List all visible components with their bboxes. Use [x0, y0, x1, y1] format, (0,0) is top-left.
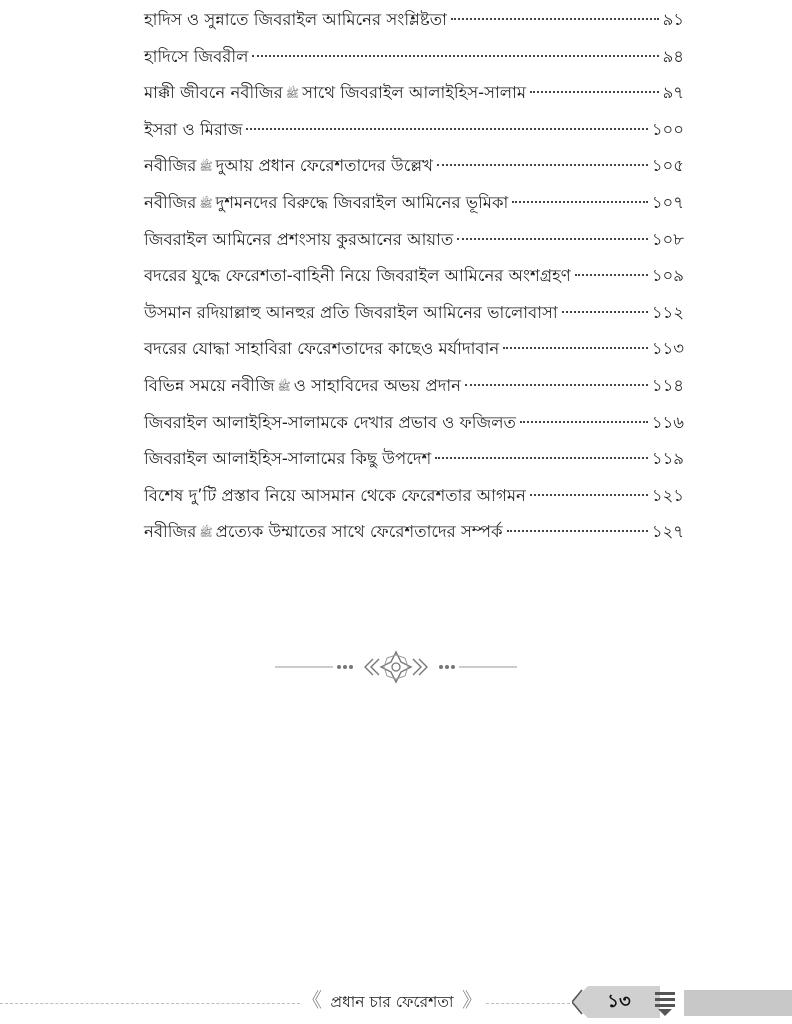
footer-bracket-right: 》 — [462, 988, 482, 1012]
toc-dot-leader — [457, 238, 648, 240]
toc-entry-title — [144, 441, 435, 478]
toc-entry-title — [144, 2, 451, 39]
page-footer — [0, 982, 792, 1024]
toc-entry-title — [144, 368, 465, 407]
toc-entry-title — [144, 405, 520, 442]
toc-entry-title-text: নবীজির — [144, 156, 197, 176]
honorific-symbol: ﷺ — [285, 87, 300, 101]
toc-page-number: ১১৬ — [651, 412, 684, 432]
section-divider-ornament — [275, 647, 517, 687]
toc-entry-title — [144, 148, 437, 187]
toc-page-number: ১০৫ — [651, 156, 684, 176]
toc-dot-leader — [530, 91, 659, 93]
toc-dot-leader — [503, 347, 648, 349]
toc-dot-leader — [451, 18, 659, 20]
toc-entry-title-text: বিশেষ দু’টি প্রস্তাব নিয়ে আসমান থেকে ফেরেশতার আগমন — [144, 485, 526, 505]
divider-dot — [343, 665, 347, 669]
honorific-symbol: ﷺ — [199, 160, 213, 174]
toc-entry-title — [144, 478, 530, 515]
page-number: ১৩ — [607, 991, 631, 1012]
toc-entry-title-text: সাথে জিবরাইল আলাইহিস-সালাম — [302, 83, 527, 103]
toc-entry-title-text: হাদিস ও সুন্নাতে জিবরাইল আমিনের সংশ্লিষ্টতা — [144, 10, 447, 29]
toc-entry-title-text: ইসরা ও মিরাজ — [144, 119, 243, 139]
divider-dot — [445, 665, 449, 669]
footer-gray-bar — [684, 990, 792, 1016]
toc-dot-leader — [252, 55, 658, 57]
toc-entry — [144, 441, 684, 478]
divider-dot — [349, 665, 353, 669]
toc-dot-leader — [575, 274, 648, 276]
toc-entry-title — [144, 39, 252, 76]
toc-dot-leader — [465, 384, 648, 386]
toc-dot-leader — [530, 494, 648, 496]
toc-page-number: ১০৯ — [651, 266, 684, 286]
table-of-contents — [144, 2, 684, 551]
toc-page-number: ১০৭ — [651, 192, 684, 212]
divider-chevron — [413, 659, 421, 675]
toc-page-number: ১১৯ — [651, 449, 684, 469]
toc-page-number: ১০৮ — [651, 229, 684, 249]
toc-entry-title — [144, 514, 507, 553]
honorific-symbol: ﷺ — [199, 196, 213, 210]
toc-entry-title — [144, 75, 530, 114]
divider-dot — [451, 665, 455, 669]
toc-entry-title-text: মাক্কী জীবনে নবীজির — [144, 83, 283, 103]
toc-entry — [144, 185, 684, 222]
toc-entry-title-text: দুআয় প্রধান ফেরেশতাদের উল্লেখ — [215, 156, 433, 176]
toc-entry-title-text: উসমান রদিয়াল্লাহু আনহুর প্রতি জিবরাইল আমিনের ভালোবাসা — [144, 302, 558, 322]
toc-entry-title-text: বদরের যুদ্ধে ফেরেশতা-বাহিনী নিয়ে জিবরাইল আমিনের অংশগ্রহণ — [144, 266, 571, 286]
toc-page-number: ১২৭ — [651, 522, 684, 542]
ornament-flower-icon — [381, 652, 411, 682]
toc-page-number: ১২১ — [651, 485, 684, 505]
toc-entry-title-text: নবীজির — [144, 192, 197, 212]
toc-entry — [144, 295, 684, 332]
toc-entry-title-text: দুশমনদের বিরুদ্ধে জিবরাইল আমিনের ভূমিকা — [215, 192, 509, 212]
toc-entry-title-text: প্রত্যেক উম্মাতের সাথে ফেরেশতাদের সম্পর্ক — [215, 522, 503, 542]
toc-page-number: ৯৭ — [662, 83, 684, 103]
toc-entry — [144, 39, 684, 76]
toc-entry — [144, 75, 684, 112]
footer-rule-left — [0, 1003, 300, 1004]
toc-entry-title-text: নবীজির — [144, 522, 197, 542]
toc-entry-title-text: জিবরাইল আলাইহিস-সালামের কিছু উপদেশ — [144, 449, 432, 469]
toc-entry — [144, 405, 684, 442]
toc-entry-title-text: বিভিন্ন সময়ে নবীজি — [144, 375, 275, 395]
toc-entry — [144, 258, 684, 295]
divider-dot — [439, 665, 443, 669]
honorific-symbol: ﷺ — [277, 379, 291, 393]
toc-dot-leader — [562, 311, 648, 313]
toc-dot-leader — [437, 164, 648, 166]
toc-entry-title-text: বদরের যোদ্ধা সাহাবিরা ফেরেশতাদের কাছেও মর্যাদাবান — [144, 339, 500, 359]
toc-entry-title — [144, 331, 503, 368]
toc-entry — [144, 368, 684, 405]
toc-entry-title — [144, 295, 562, 332]
toc-entry-title-text: জিবরাইল আমিনের প্রশংসায় কুরআনের আয়াত — [144, 229, 454, 249]
running-book-title: প্রধান চার ফেরেশতা — [330, 993, 454, 1011]
footer-bracket-left: 《 — [302, 988, 322, 1012]
page-marker-icon — [652, 989, 680, 1017]
toc-entry — [144, 112, 684, 149]
toc-entry — [144, 148, 684, 185]
toc-entry-title — [144, 222, 457, 259]
divider-dot — [337, 665, 341, 669]
toc-page-number: ৯১ — [662, 10, 684, 29]
footer-rule-middle — [486, 1003, 570, 1004]
divider-chevron — [371, 659, 379, 675]
toc-entry-title — [144, 112, 246, 149]
toc-entry — [144, 2, 684, 39]
toc-dot-leader — [507, 530, 648, 532]
toc-dot-leader — [512, 201, 648, 203]
toc-entry-title-text: জিবরাইল আলাইহিস-সালামকে দেখার প্রভাব ও ফজিলত — [144, 412, 516, 432]
toc-entry-title — [144, 258, 575, 295]
toc-entry — [144, 478, 684, 515]
toc-dot-leader — [246, 128, 647, 130]
toc-entry — [144, 222, 684, 259]
toc-entry-title — [144, 185, 512, 224]
toc-dot-leader — [435, 457, 648, 459]
toc-entry — [144, 331, 684, 368]
toc-page-number: ৯৪ — [662, 46, 684, 66]
toc-page-number: ১১৩ — [651, 339, 684, 359]
toc-entry-title-text: ও সাহাবিদের অভয় প্রদান — [293, 375, 461, 395]
toc-page-number: ১১২ — [651, 302, 684, 322]
toc-page-number: ১১৪ — [651, 375, 684, 395]
honorific-symbol: ﷺ — [199, 526, 213, 540]
toc-entry-title-text: হাদিসে জিবরীল — [144, 46, 249, 66]
toc-entry — [144, 514, 684, 551]
toc-dot-leader — [520, 421, 648, 423]
toc-page-number: ১০০ — [651, 119, 684, 139]
